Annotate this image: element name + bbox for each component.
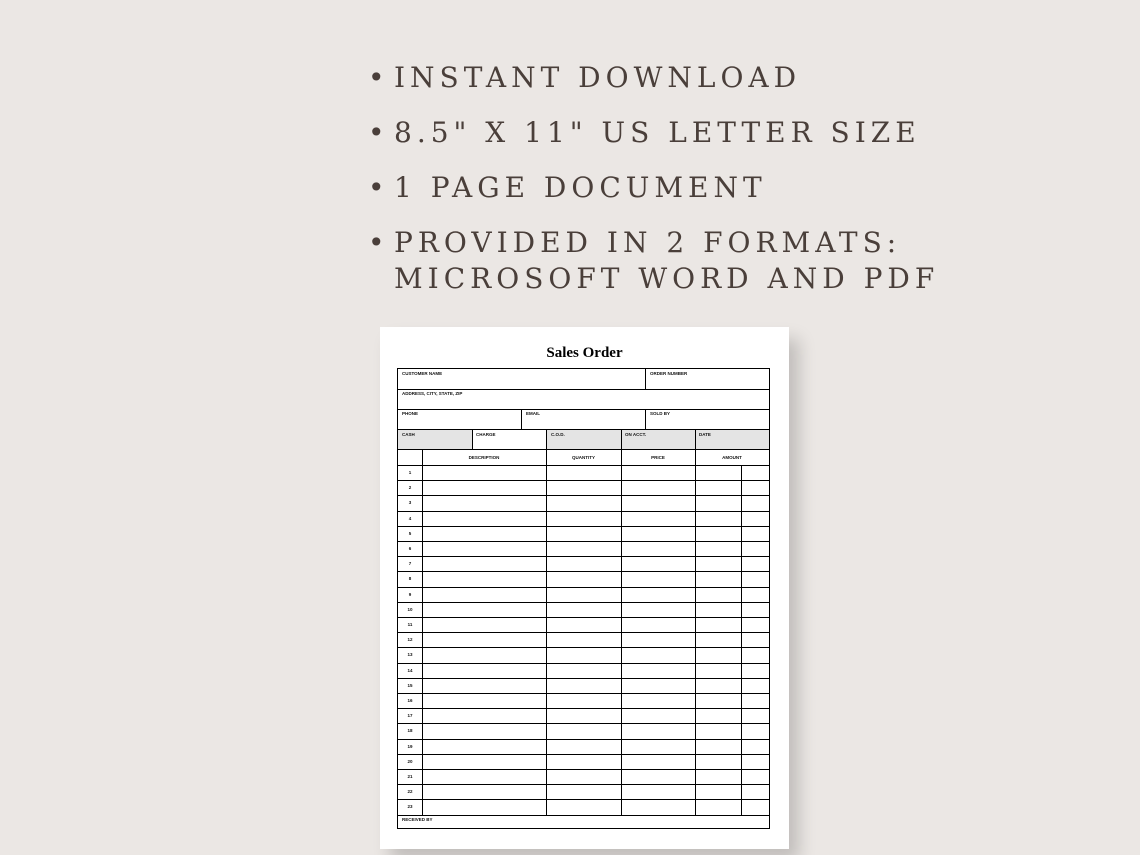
row-divider bbox=[398, 754, 769, 755]
order-number-field: ORDER NUMBER bbox=[650, 371, 688, 376]
feature-list bbox=[368, 60, 1128, 316]
row-number: 16 bbox=[407, 698, 413, 703]
row-divider bbox=[398, 602, 769, 603]
divider bbox=[546, 429, 547, 449]
row-number: 1 bbox=[408, 470, 412, 475]
feature-text: 8.5" X 11" US LETTER SIZE bbox=[394, 116, 921, 149]
feature-item bbox=[368, 225, 1128, 297]
row-divider bbox=[398, 480, 769, 481]
sold-by-field: SOLD BY bbox=[650, 411, 671, 416]
document-title: Sales Order bbox=[546, 345, 623, 361]
row-number: 8 bbox=[408, 576, 412, 582]
row-number: 6 bbox=[408, 546, 412, 551]
feature-text: INSTANT DOWNLOAD bbox=[394, 61, 802, 94]
feature-item bbox=[368, 170, 1128, 206]
phone-field: PHONE bbox=[402, 411, 419, 416]
row-divider bbox=[398, 769, 769, 770]
row-divider bbox=[398, 526, 769, 527]
address-field: ADDRESS, CITY, STATE, ZIP bbox=[402, 391, 463, 396]
row-divider bbox=[398, 587, 769, 588]
row-divider bbox=[398, 799, 769, 800]
row-divider bbox=[398, 678, 769, 679]
feature-item bbox=[368, 115, 1128, 151]
row-number: 13 bbox=[407, 652, 413, 658]
row-divider bbox=[398, 495, 769, 496]
divider bbox=[472, 429, 473, 449]
row-divider bbox=[398, 693, 769, 694]
row-number: 9 bbox=[408, 591, 412, 597]
bullet-icon: • bbox=[368, 226, 390, 259]
row-number: 21 bbox=[407, 774, 413, 779]
row-number: 17 bbox=[407, 713, 413, 719]
row-number: 7 bbox=[408, 561, 412, 567]
charge-field: CHARGE bbox=[476, 432, 496, 437]
row-divider bbox=[398, 663, 769, 664]
row-number: 18 bbox=[407, 728, 413, 734]
bullet-icon: • bbox=[368, 61, 390, 94]
feature-text: 1 PAGE DOCUMENT bbox=[394, 171, 767, 204]
feature-text: PROVIDED IN 2 FORMATS: MICROSOFT WORD AND PDF bbox=[394, 226, 940, 295]
price-header: PRICE bbox=[651, 455, 665, 460]
cash-field: CASH bbox=[398, 430, 472, 449]
row-divider bbox=[398, 541, 769, 542]
divider bbox=[398, 465, 769, 466]
bullet-icon: • bbox=[368, 116, 390, 149]
row-divider bbox=[398, 708, 769, 709]
divider bbox=[645, 369, 646, 389]
row-number: 10 bbox=[407, 606, 413, 612]
sales-order-form bbox=[397, 368, 770, 829]
bullet-icon: • bbox=[368, 171, 390, 204]
row-number: 20 bbox=[407, 758, 413, 764]
email-field: EMAIL bbox=[526, 411, 540, 416]
row-number: 15 bbox=[407, 682, 413, 688]
row-number: 14 bbox=[407, 667, 413, 673]
row-divider bbox=[398, 647, 769, 648]
divider bbox=[398, 449, 769, 450]
row-number: 12 bbox=[407, 637, 413, 643]
row-number: 5 bbox=[408, 530, 412, 536]
row-number: 23 bbox=[407, 804, 413, 810]
row-number: 2 bbox=[408, 485, 412, 491]
row-divider bbox=[398, 739, 769, 740]
row-divider bbox=[398, 556, 769, 557]
divider bbox=[741, 465, 742, 815]
amount-header: AMOUNT bbox=[722, 455, 742, 460]
row-number: 3 bbox=[408, 500, 412, 506]
date-field: DATE bbox=[695, 430, 769, 449]
row-number: 19 bbox=[407, 743, 413, 749]
row-number: 4 bbox=[408, 515, 412, 521]
divider bbox=[645, 409, 646, 429]
row-divider bbox=[398, 723, 769, 724]
row-divider bbox=[398, 632, 769, 633]
sales-order-preview bbox=[380, 327, 789, 849]
divider bbox=[621, 429, 622, 449]
received-by-field: RECEIVED BY bbox=[402, 817, 433, 822]
cod-field: C.O.D. bbox=[547, 430, 621, 449]
row-number: 22 bbox=[407, 789, 413, 795]
description-header: DESCRIPTION bbox=[468, 455, 500, 460]
quantity-header: QUANTITY bbox=[572, 455, 595, 460]
divider bbox=[695, 429, 696, 449]
row-divider bbox=[398, 617, 769, 618]
row-number: 11 bbox=[407, 622, 413, 627]
on-acct-field: ON ACCT. bbox=[621, 430, 695, 449]
row-divider bbox=[398, 511, 769, 512]
customer-name-field: CUSTOMER NAME bbox=[402, 371, 443, 376]
divider bbox=[521, 409, 522, 429]
row-divider bbox=[398, 571, 769, 572]
feature-item bbox=[368, 60, 1128, 96]
row-divider bbox=[398, 784, 769, 785]
